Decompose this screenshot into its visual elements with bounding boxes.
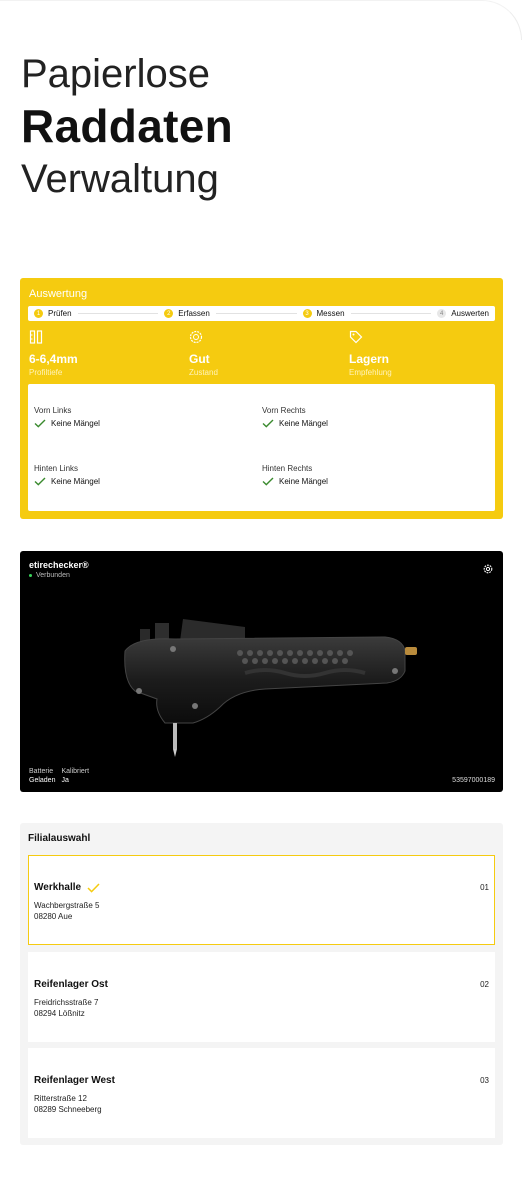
branch-street: Wachbergstraße 5 xyxy=(34,901,100,910)
wheel-status-panel xyxy=(28,384,495,511)
step-label: Auswerten xyxy=(451,309,489,318)
tire-icon xyxy=(189,330,203,344)
metric-zustand xyxy=(189,330,218,377)
wheel-status: Keine Mängel xyxy=(51,419,100,428)
gear-icon[interactable] xyxy=(482,563,494,575)
step-connector xyxy=(78,313,159,314)
wheel-front-right xyxy=(262,406,328,428)
evaluation-title: Auswertung xyxy=(29,288,88,300)
wheel-status: Keine Mängel xyxy=(51,477,100,486)
branch-name: Reifenlager Ost xyxy=(34,979,108,990)
ruler-icon xyxy=(29,330,43,344)
wheel-rear-left xyxy=(34,464,100,486)
hero-line-1: Papierlose xyxy=(21,52,211,96)
wheel-rear-right xyxy=(262,464,328,486)
device-info xyxy=(29,768,89,784)
wheel-status: Keine Mängel xyxy=(279,419,328,428)
connection-status-label: Verbunden xyxy=(36,572,70,579)
wheel-position: Vorn Links xyxy=(34,406,72,415)
progress-steps xyxy=(28,306,495,321)
checkmark-icon xyxy=(262,477,274,486)
checkmark-icon xyxy=(34,419,46,428)
calibrated-value: Ja xyxy=(61,777,69,784)
step-auswerten[interactable] xyxy=(437,309,489,318)
branch-city: 08289 Schneeberg xyxy=(34,1105,102,1114)
device-frame-edge xyxy=(0,0,522,40)
battery-value: Geladen xyxy=(29,777,56,784)
step-connector xyxy=(216,313,297,314)
checkmark-icon xyxy=(262,419,274,428)
branch-name: Werkhalle xyxy=(34,882,82,893)
evaluation-card xyxy=(20,278,503,519)
wheel-status: Keine Mängel xyxy=(279,477,328,486)
calibrated-label: Kalibriert xyxy=(61,768,90,775)
step-label: Prüfen xyxy=(48,309,72,318)
branch-selection-panel xyxy=(20,823,503,1145)
metric-value: Gut xyxy=(189,352,210,366)
branch-street: Freidrichsstraße 7 xyxy=(34,998,99,1007)
device-name: etirechecker® xyxy=(29,560,89,570)
branch-name: Reifenlager West xyxy=(34,1075,115,1086)
branch-item-werkhalle[interactable] xyxy=(28,855,495,945)
metric-value: Lagern xyxy=(349,352,390,366)
step-number: 1 xyxy=(34,309,43,318)
tag-icon xyxy=(349,330,363,344)
hero-line-2: Raddaten xyxy=(21,100,233,152)
selected-checkmark-icon xyxy=(87,883,100,893)
metric-value: 6-6,4mm xyxy=(29,352,78,366)
metric-label: Empfehlung xyxy=(349,368,392,377)
checkmark-icon xyxy=(34,477,46,486)
branch-selection-title: Filialauswahl xyxy=(28,833,91,844)
branch-city: 08294 Lößnitz xyxy=(34,1009,85,1018)
step-messen[interactable] xyxy=(303,309,345,318)
branch-item-reifenlager-west[interactable] xyxy=(28,1048,495,1138)
battery-label: Batterie xyxy=(29,768,54,775)
status-dot-icon xyxy=(29,574,32,577)
branch-number: 03 xyxy=(480,1076,489,1085)
device-serial-number: 53597000189 xyxy=(452,777,495,784)
device-card xyxy=(20,551,503,792)
hero-line-3: Verwaltung xyxy=(21,157,219,201)
metric-label: Zustand xyxy=(189,368,218,377)
hero-heading xyxy=(21,50,233,204)
branch-street: Ritterstraße 12 xyxy=(34,1094,87,1103)
connection-status xyxy=(29,572,70,579)
step-number: 2 xyxy=(164,309,173,318)
branch-item-reifenlager-ost[interactable] xyxy=(28,952,495,1042)
step-number: 4 xyxy=(437,309,446,318)
step-number: 3 xyxy=(303,309,312,318)
wheel-position: Hinten Links xyxy=(34,464,79,473)
branch-city: 08280 Aue xyxy=(34,912,73,921)
tread-gauge-device-icon xyxy=(115,611,420,761)
step-pruefen[interactable] xyxy=(34,309,72,318)
wheel-front-left xyxy=(34,406,100,428)
step-label: Messen xyxy=(316,309,345,318)
metric-empfehlung xyxy=(349,330,392,377)
branch-number: 01 xyxy=(480,883,489,892)
metric-label: Profiltiefe xyxy=(29,368,63,377)
wheel-position: Hinten Rechts xyxy=(262,464,313,473)
metric-profiltiefe xyxy=(29,330,78,377)
step-erfassen[interactable] xyxy=(164,309,210,318)
branch-number: 02 xyxy=(480,980,489,989)
wheel-position: Vorn Rechts xyxy=(262,406,306,415)
step-connector xyxy=(351,313,432,314)
step-label: Erfassen xyxy=(178,309,210,318)
